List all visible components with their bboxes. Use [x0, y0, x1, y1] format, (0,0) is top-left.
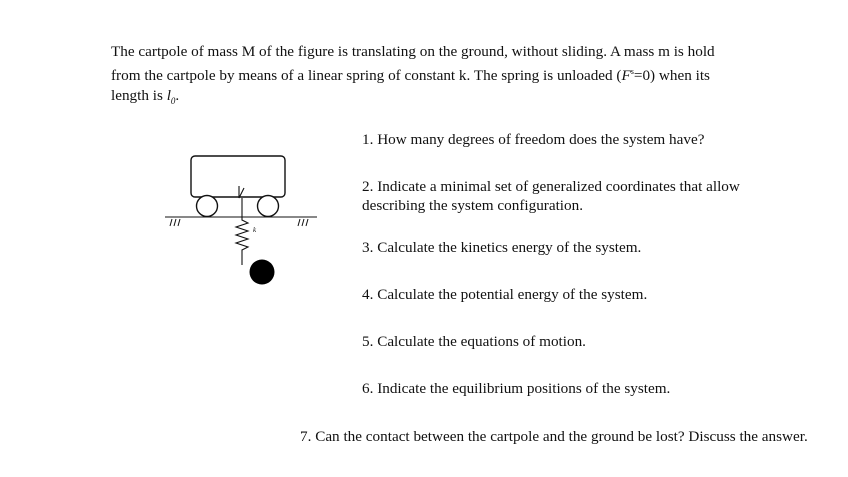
question-2-line-2: describing the system configuration. — [362, 197, 584, 214]
rest-length-symbol: l — [166, 87, 171, 105]
left-wheel — [197, 196, 218, 217]
right-wheel — [258, 196, 279, 217]
spring — [236, 198, 248, 265]
statement-text: . — [175, 87, 180, 105]
statement-text: length is — [111, 87, 167, 105]
statement-line-2 — [111, 62, 771, 86]
question-2-line-1: 2. Indicate a minimal set of generalized coordinates that allow — [362, 178, 740, 195]
spring-force-superscript: s — [630, 67, 634, 76]
spring-label: k — [253, 226, 257, 234]
question-1: 1. How many degrees of freedom does the system have? — [362, 131, 705, 148]
ground-hatch-right — [298, 219, 308, 226]
question-6: 6. Indicate the equilibrium positions of the system. — [362, 380, 671, 397]
cartpole-figure — [160, 150, 330, 295]
spring-attachment — [239, 186, 244, 198]
question-3: 3. Calculate the kinetics energy of the system. — [362, 239, 642, 256]
statement-text: from the cartpole by means of a linear spring of constant k. The spring is unloaded ( — [111, 67, 622, 85]
question-7: 7. Can the contact between the cartpole and the ground be lost? Discuss the answer. — [300, 428, 808, 445]
statement-line-3 — [111, 86, 771, 111]
statement-line-1: The cartpole of mass M of the figure is translating on the ground, without sliding. A mass m is hold — [111, 43, 715, 60]
statement-text: =0) when its — [633, 67, 710, 85]
cart-body — [191, 156, 285, 197]
question-2 — [362, 177, 740, 215]
rest-length-subscript: 0 — [170, 96, 176, 107]
problem-statement — [111, 42, 771, 111]
ground-hatch-left — [170, 219, 180, 226]
hanging-mass — [250, 260, 275, 285]
question-4: 4. Calculate the potential energy of the system. — [362, 286, 648, 303]
spring-force-symbol: F — [621, 67, 631, 85]
question-5: 5. Calculate the equations of motion. — [362, 333, 586, 350]
